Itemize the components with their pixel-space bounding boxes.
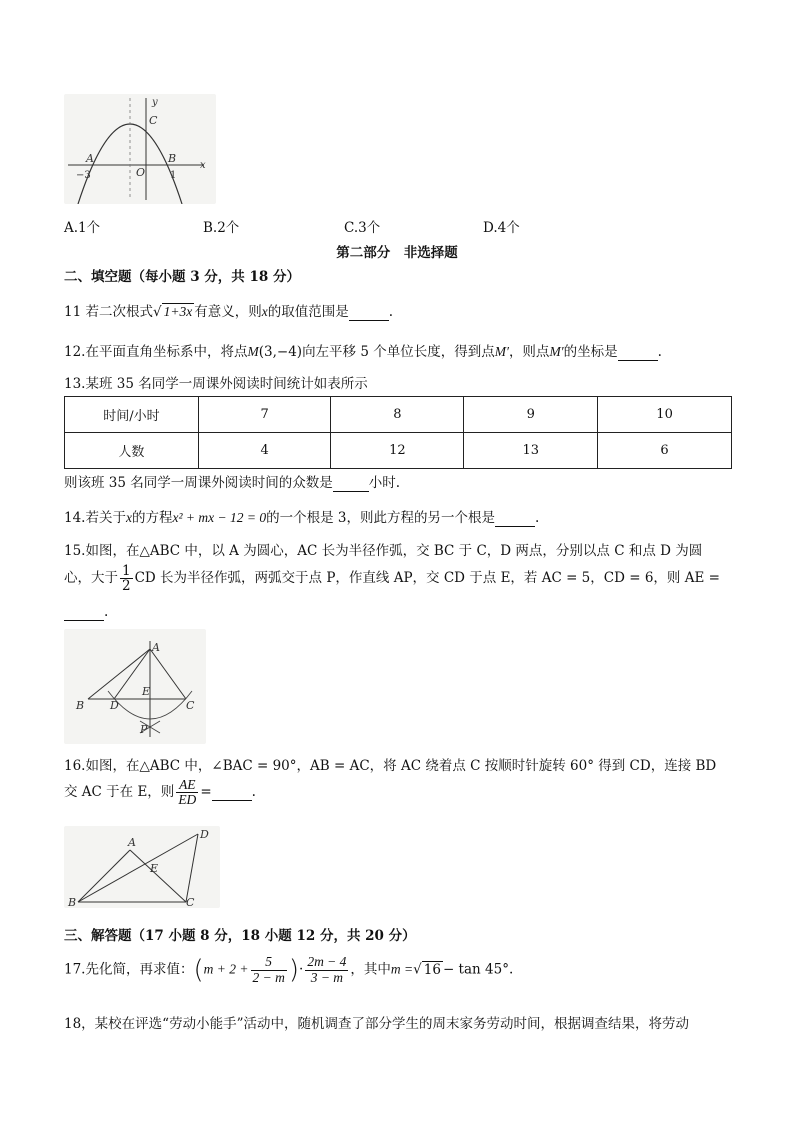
label-C: C xyxy=(186,699,195,712)
table-cell: 8 xyxy=(331,397,464,433)
q12-end: 的坐标是 xyxy=(563,344,618,360)
q17-right-paren: ) xyxy=(288,955,300,985)
fraction-denominator: ED xyxy=(178,792,197,808)
q13-answer-blank[interactable] xyxy=(333,475,369,492)
label-B: B xyxy=(168,152,177,165)
fraction-denominator: 2 xyxy=(122,578,131,595)
segment-bd xyxy=(78,834,198,902)
q10-choices xyxy=(64,216,704,234)
q11-radicand: 1+3x xyxy=(163,304,193,319)
q16-line2-pre: 交 AC 于在 E，则 xyxy=(64,784,175,801)
choice-d: D.4个 xyxy=(483,220,520,236)
label-A: A xyxy=(128,836,136,849)
choice-b: B.2个 xyxy=(203,220,240,236)
q15-answer-blank[interactable] xyxy=(64,604,104,621)
q15-line2-post: CD 长为半径作弧，两弧交于点 P，作直线 AP，交 CD 于点 E，若 AC = 5，CD = 6，则 AE = xyxy=(134,570,720,587)
q12-mprime: M′ xyxy=(494,344,509,359)
table-cell: 4 xyxy=(198,433,331,469)
q17-inner-pre: m + 2 + xyxy=(203,961,249,977)
label-one: 1 xyxy=(170,170,177,181)
fraction-numerator: 5 xyxy=(251,955,287,970)
segment-ac xyxy=(130,850,186,902)
label-E: E xyxy=(142,685,151,698)
q15-line1: 15.如图，在△ABC 中，以 A 为圆心，AC 长为半径作弧，交 BC 于 C，D 两点，分别以点 C 和点 D 为圆 xyxy=(64,543,703,559)
q17-m-eq: m = xyxy=(390,961,414,977)
table-cell: 10 xyxy=(598,397,732,433)
table-row xyxy=(65,433,732,469)
q17-post: ，其中 xyxy=(350,961,391,978)
choice-c: C.3个 xyxy=(344,220,381,236)
q17-left-paren: ( xyxy=(193,955,204,985)
q12-mid2: ，则点 xyxy=(508,344,550,360)
segment-ba xyxy=(78,850,130,902)
choice-a: A.1个 xyxy=(64,220,101,236)
q13-unit: 小时. xyxy=(368,475,401,491)
q14 xyxy=(64,506,539,527)
q17-tail: − tan 45°. xyxy=(442,961,514,978)
q17-fraction-1 xyxy=(251,955,287,984)
q11-sqrt-sign: √ xyxy=(152,304,162,320)
q11 xyxy=(64,300,393,321)
q14-end: . xyxy=(535,510,540,526)
q17-sqrt-sign: √ xyxy=(413,961,422,978)
section2-title: 二、填空题（每小题 3 分，共 18 分） xyxy=(64,269,300,285)
q15-figure xyxy=(64,629,206,744)
table-cell: 13 xyxy=(464,433,598,469)
section3-title: 三、解答题（17 小题 8 分，18 小题 12 分，共 20 分） xyxy=(64,928,416,944)
q15-line3 xyxy=(64,604,108,621)
q12-point: M xyxy=(247,344,259,359)
table-cell: 时间/小时 xyxy=(65,397,199,433)
label-C: C xyxy=(149,114,158,127)
q16-figure-svg xyxy=(64,826,220,908)
q11-post2: 的取值范围是 xyxy=(267,304,349,320)
q17-dot: · xyxy=(299,961,304,978)
q15-line2-pre: 心，大于 xyxy=(64,570,118,587)
fraction-numerator: 2m − 4 xyxy=(307,954,347,970)
label-neg3: −3 xyxy=(76,170,91,181)
segment-cd xyxy=(186,834,198,902)
table-cell: 7 xyxy=(198,397,331,433)
label-O: O xyxy=(136,166,146,179)
q15-half-fraction xyxy=(120,564,133,593)
table-cell: 6 xyxy=(598,433,732,469)
fraction-denominator: 3 − m xyxy=(310,969,344,985)
parabola-figure xyxy=(64,94,216,204)
label-A: A xyxy=(86,152,94,165)
q11-pre: 11 若二次根式 xyxy=(64,304,153,320)
part2-title: 第二部分 非选择题 xyxy=(336,245,458,261)
q14-pre: 14.若关于 xyxy=(64,510,126,526)
q13-table xyxy=(64,396,732,469)
q16-figure xyxy=(64,826,220,908)
table-cell: 9 xyxy=(464,397,598,433)
q16-equals: = xyxy=(200,784,212,801)
label-y: y xyxy=(152,97,158,108)
label-x: x xyxy=(200,160,206,171)
q11-end: . xyxy=(388,304,393,320)
q12-dot: . xyxy=(657,344,662,360)
q12-coords: (3,−4) xyxy=(258,344,303,360)
table-cell: 12 xyxy=(331,433,464,469)
q16-line2 xyxy=(64,778,256,807)
q16-line1: 16.如图，在△ABC 中，∠BAC = 90°，AB = AC，将 AC 绕着点 C 按顺时针旋转 60° 得到 CD，连接 BD xyxy=(64,758,717,774)
q12 xyxy=(64,340,662,361)
label-B: B xyxy=(68,896,77,908)
q17-radicand: 16 xyxy=(423,961,441,978)
fraction-denominator: 2 − m xyxy=(252,969,285,985)
q16-answer-blank[interactable] xyxy=(212,784,252,801)
label-A: A xyxy=(152,641,160,654)
q17-pre: 17.先化简，再求值： xyxy=(64,961,194,978)
label-D: D xyxy=(200,828,209,841)
label-P: P xyxy=(140,723,148,736)
label-D: D xyxy=(110,699,119,712)
q14-equation: x² + mx − 12 = 0 xyxy=(172,510,267,525)
q15-end: . xyxy=(104,604,109,620)
q12-mprime2: M′ xyxy=(549,344,564,359)
q13-after xyxy=(64,471,400,492)
table-cell: 人数 xyxy=(65,433,199,469)
q12-text: 12.在平面直角坐标系中，将点 xyxy=(64,344,248,360)
label-C: C xyxy=(186,896,195,908)
segment-ac xyxy=(150,649,186,699)
q16-end: . xyxy=(251,784,256,801)
q14-var: x xyxy=(125,510,132,525)
parabola-svg xyxy=(64,94,216,204)
q11-var: x xyxy=(261,304,268,319)
q15-line2 xyxy=(64,564,720,593)
q12-answer-blank[interactable] xyxy=(618,344,658,361)
table-row xyxy=(65,397,732,433)
q17 xyxy=(64,955,513,985)
label-E: E xyxy=(150,862,159,875)
q17-fraction-2 xyxy=(305,955,348,984)
q11-post: 有意义，则 xyxy=(194,304,262,320)
q14-answer-blank[interactable] xyxy=(495,510,535,527)
q15-figure-svg xyxy=(64,629,206,744)
q16-fraction xyxy=(176,778,198,807)
q11-answer-blank[interactable] xyxy=(349,304,389,321)
q14-post: 的一个根是 3，则此方程的另一个根是 xyxy=(266,510,495,526)
q12-mid: 向左平移 5 个单位长度，得到点 xyxy=(302,344,495,360)
q14-mid: 的方程 xyxy=(131,510,173,526)
q13-after-text: 则该班 35 名同学一周课外阅读时间的众数是 xyxy=(64,475,333,491)
fraction-numerator: AE xyxy=(176,778,198,793)
label-B: B xyxy=(76,699,85,712)
q18: 18，某校在评选“劳动小能手”活动中，随机调查了部分学生的周末家务劳动时间，根据调查结果，将劳动 xyxy=(64,1016,689,1032)
q13-intro: 13.某班 35 名同学一周课外阅读时间统计如表所示 xyxy=(64,376,368,392)
fraction-numerator: 1 xyxy=(122,563,131,579)
